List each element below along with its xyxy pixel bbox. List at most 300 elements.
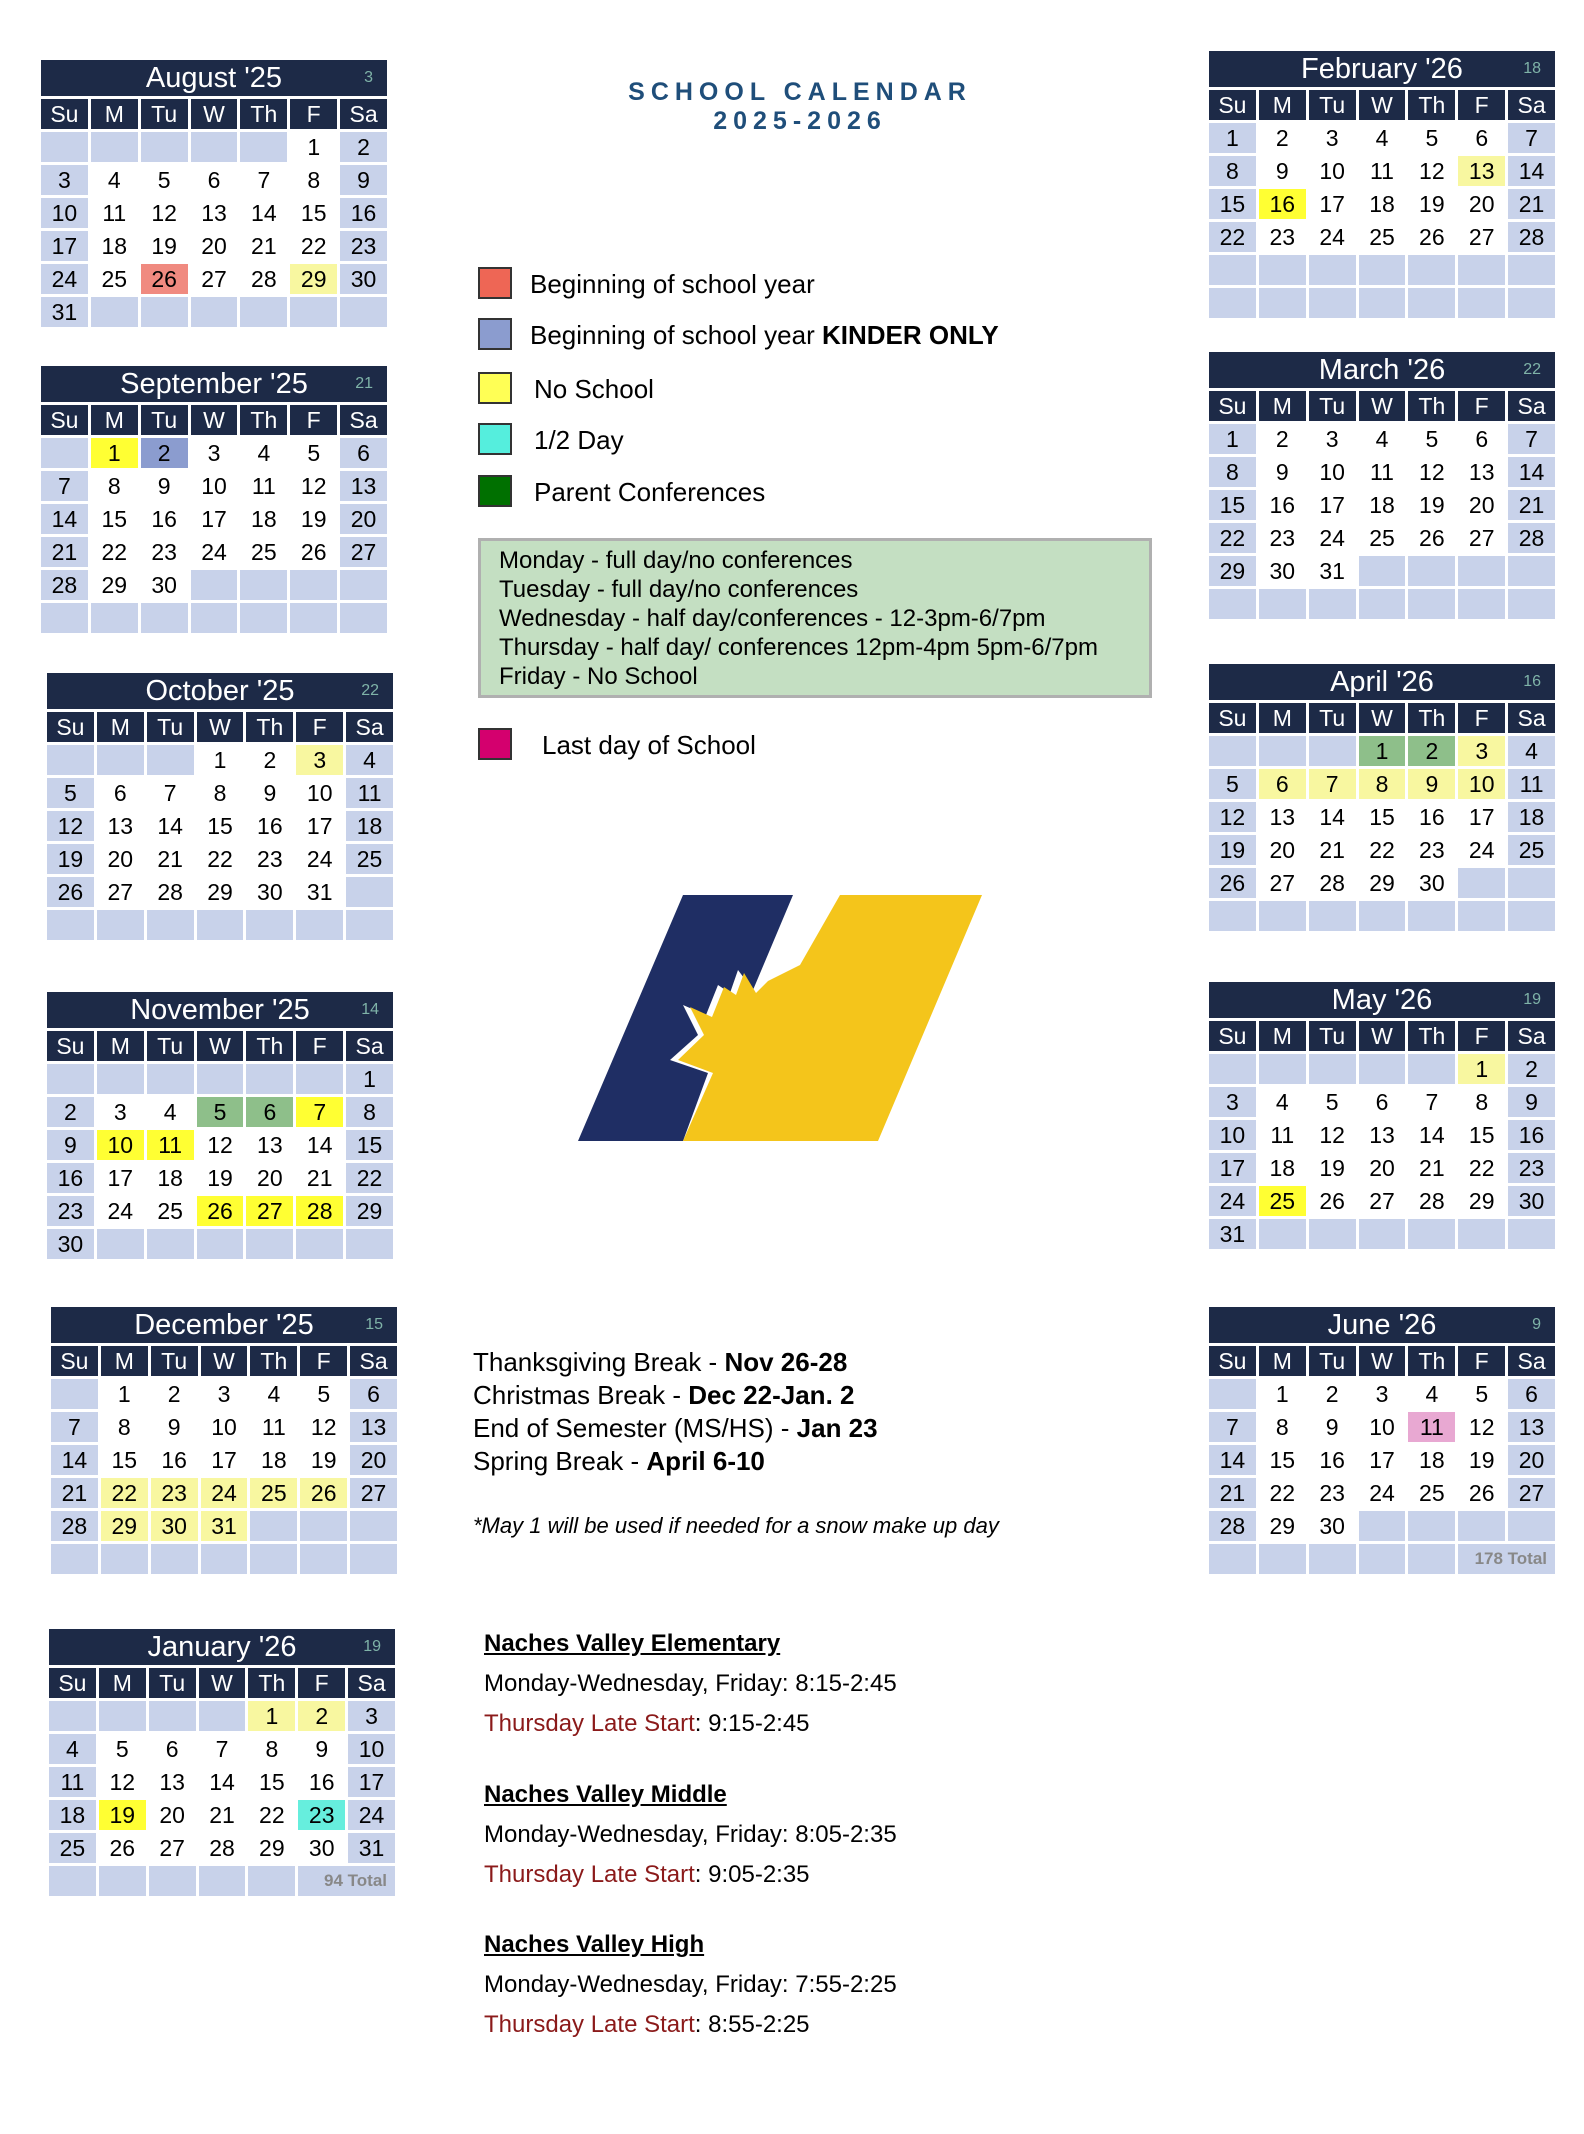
weekday-header: Th [250,1346,297,1376]
weekday-header: M [101,1346,148,1376]
weekday-header: Th [1408,1346,1455,1376]
weekday-header: Tu [141,405,188,435]
day-cell: 11 [1359,156,1406,186]
day-cell: 2 [298,1701,345,1731]
empty-cell [1259,901,1306,931]
day-cell: 2 [141,438,188,468]
month-header [1209,51,1555,87]
weekday-header: W [1359,90,1406,120]
month-calendar-october-2025 [47,673,393,940]
month-calendar-august-2025 [41,60,387,327]
day-cell: 17 [1209,1153,1256,1183]
day-cell: 18 [49,1800,96,1830]
day-cell: 10 [348,1734,395,1764]
day-cell: 20 [191,231,238,261]
day-cell: 15 [101,1445,148,1475]
day-cell: 6 [97,778,144,808]
empty-cell [147,910,194,940]
day-cell: 6 [1508,1379,1555,1409]
empty-cell [1408,1054,1455,1084]
day-cell: 4 [147,1097,194,1127]
day-cell: 30 [151,1511,198,1541]
weekday-header: Su [1209,703,1256,733]
month-school-day-count: 18 [1523,60,1541,77]
empty-cell [97,1229,144,1259]
empty-cell [290,570,337,600]
school-hours-high [484,1925,897,2045]
weekday-header: Sa [1508,703,1555,733]
day-cell: 5 [1408,424,1455,454]
day-cell: 28 [199,1833,246,1863]
day-cell: 5 [99,1734,146,1764]
day-cell: 5 [1209,769,1256,799]
day-cell: 14 [1508,457,1555,487]
weekday-header: Sa [340,405,387,435]
day-cell: 11 [346,778,393,808]
empty-cell [296,1064,343,1094]
day-cell: 6 [340,438,387,468]
month-grid [51,1346,397,1574]
day-cell: 21 [1309,835,1356,865]
weekday-header: Tu [151,1346,198,1376]
day-cell: 21 [1408,1153,1455,1183]
day-cell: 19 [141,231,188,261]
empty-cell [47,745,94,775]
day-cell: 29 [1209,556,1256,586]
month-calendar-january-2026 [49,1629,395,1896]
day-cell: 29 [290,264,337,294]
day-cell: 17 [1359,1445,1406,1475]
break-item: Spring Break - April 6-10 [473,1446,765,1476]
day-cell: 26 [1209,868,1256,898]
day-cell: 16 [151,1445,198,1475]
conference-note: Tuesday - full day/no conferences [499,576,859,603]
day-cell: 11 [250,1412,297,1442]
day-cell: 11 [91,198,138,228]
day-cell: 23 [141,537,188,567]
empty-cell [191,132,238,162]
school-hours-elementary [484,1624,897,1744]
day-cell: 18 [1508,802,1555,832]
day-cell: 14 [1508,156,1555,186]
month-calendar-december-2025 [51,1307,397,1574]
day-cell: 20 [350,1445,397,1475]
day-cell: 31 [1309,556,1356,586]
day-cell: 29 [197,877,244,907]
day-cell: 27 [1359,1186,1406,1216]
weekday-header: W [1359,391,1406,421]
empty-cell [1458,288,1505,318]
day-cell: 10 [1209,1120,1256,1150]
empty-cell [99,1866,146,1896]
empty-cell [201,1544,248,1574]
day-cell: 26 [1408,523,1455,553]
legend-swatch [478,318,512,350]
empty-cell [1508,901,1555,931]
empty-cell [246,1064,293,1094]
day-cell: 7 [1209,1412,1256,1442]
weekday-header: M [1259,1346,1306,1376]
day-cell: 25 [91,264,138,294]
day-cell: 25 [1408,1478,1455,1508]
day-cell: 28 [1408,1186,1455,1216]
weekday-header: F [1458,703,1505,733]
month-grid [41,405,387,633]
day-cell: 31 [348,1833,395,1863]
day-cell: 18 [1359,490,1406,520]
day-cell: 13 [1508,1412,1555,1442]
empty-cell [1359,901,1406,931]
day-cell: 30 [47,1229,94,1259]
day-cell: 10 [191,471,238,501]
weekday-header: Sa [350,1346,397,1376]
weekday-header: Su [47,1031,94,1061]
day-cell: 30 [1408,868,1455,898]
day-cell: 10 [41,198,88,228]
day-cell: 16 [340,198,387,228]
empty-cell [141,132,188,162]
month-grid [1209,1346,1555,1574]
day-cell: 24 [1209,1186,1256,1216]
month-header [1209,352,1555,388]
day-cell: 22 [346,1163,393,1193]
empty-cell [1309,589,1356,619]
day-cell: 11 [147,1130,194,1160]
day-cell: 9 [141,471,188,501]
title-line-2: 2025-2026 [713,107,887,135]
weekday-header: Th [1408,391,1455,421]
empty-cell [199,1866,246,1896]
day-cell: 8 [1259,1412,1306,1442]
day-cell: 17 [1458,802,1505,832]
day-cell: 6 [1458,424,1505,454]
empty-cell [99,1701,146,1731]
legend-label: Beginning of school year KINDER ONLY [530,320,999,350]
total-days-label: 94 Total [298,1866,395,1896]
conference-notes-box [478,538,1152,698]
day-cell: 30 [340,264,387,294]
empty-cell [1508,556,1555,586]
day-cell: 23 [1408,835,1455,865]
day-cell: 15 [197,811,244,841]
school-late-start: Thursday Late Start: 9:05-2:35 [484,1861,810,1888]
day-cell: 28 [1309,868,1356,898]
day-cell: 17 [41,231,88,261]
day-cell: 27 [1458,523,1505,553]
day-cell: 30 [1508,1186,1555,1216]
day-cell: 25 [240,537,287,567]
empty-cell [1209,589,1256,619]
weekday-header: M [1259,391,1306,421]
weekday-header: Tu [1309,1346,1356,1376]
day-cell: 25 [250,1478,297,1508]
empty-cell [91,297,138,327]
day-cell: 15 [91,504,138,534]
day-cell: 28 [147,877,194,907]
empty-cell [41,603,88,633]
day-cell: 16 [246,811,293,841]
month-school-day-count: 15 [365,1316,383,1333]
weekday-header: F [296,1031,343,1061]
total-days-label: 178 Total [1458,1544,1555,1574]
day-cell: 29 [248,1833,295,1863]
day-cell: 19 [1408,189,1455,219]
day-cell: 9 [246,778,293,808]
day-cell: 16 [141,504,188,534]
month-school-day-count: 9 [1532,1316,1541,1333]
day-cell: 4 [1508,736,1555,766]
day-cell: 27 [149,1833,196,1863]
day-cell: 24 [1309,222,1356,252]
weekday-header: M [1259,1021,1306,1051]
day-cell: 13 [350,1412,397,1442]
day-cell: 1 [1209,424,1256,454]
weekday-header: Sa [340,99,387,129]
empty-cell [191,570,238,600]
weekday-header: W [197,1031,244,1061]
empty-cell [1458,589,1505,619]
day-cell: 12 [300,1412,347,1442]
legend-label: Beginning of school year [530,269,815,299]
breaks-list [473,1346,878,1478]
empty-cell [340,603,387,633]
day-cell: 20 [149,1800,196,1830]
day-cell: 11 [1408,1412,1455,1442]
day-cell: 13 [246,1130,293,1160]
day-cell: 16 [1508,1120,1555,1150]
day-cell: 14 [51,1445,98,1475]
weekday-header: Su [1209,1021,1256,1051]
day-cell: 29 [1458,1186,1505,1216]
day-cell: 4 [240,438,287,468]
weekday-header: W [191,405,238,435]
day-cell: 25 [147,1196,194,1226]
weekday-header: Th [1408,90,1455,120]
day-cell: 14 [296,1130,343,1160]
day-cell: 19 [1309,1153,1356,1183]
day-cell: 1 [346,1064,393,1094]
day-cell: 6 [246,1097,293,1127]
empty-cell [197,1229,244,1259]
school-name: Naches Valley Elementary [484,1630,781,1657]
day-cell: 23 [298,1800,345,1830]
day-cell: 13 [1359,1120,1406,1150]
weekday-header: M [97,712,144,742]
day-cell: 17 [1309,490,1356,520]
empty-cell [1458,868,1505,898]
day-cell: 19 [1209,835,1256,865]
empty-cell [1259,736,1306,766]
day-cell: 15 [248,1767,295,1797]
break-item: End of Semester (MS/HS) - Jan 23 [473,1413,878,1443]
day-cell: 16 [1309,1445,1356,1475]
day-cell: 18 [147,1163,194,1193]
day-cell: 22 [1209,523,1256,553]
conference-note: Thursday - half day/ conferences 12pm-4pm 5pm-6/7pm [499,634,1098,661]
day-cell: 12 [290,471,337,501]
legend-label: Parent Conferences [534,477,766,507]
day-cell: 8 [346,1097,393,1127]
day-cell: 7 [1508,123,1555,153]
day-cell: 22 [101,1478,148,1508]
day-cell: 4 [49,1734,96,1764]
month-name: March '26 [1318,354,1446,386]
empty-cell [1508,868,1555,898]
day-cell: 22 [1209,222,1256,252]
day-cell: 25 [1259,1186,1306,1216]
empty-cell [1309,736,1356,766]
day-cell: 24 [1359,1478,1406,1508]
empty-cell [240,297,287,327]
month-name: December '25 [134,1309,314,1341]
weekday-header: M [99,1668,146,1698]
day-cell: 22 [290,231,337,261]
day-cell: 27 [1458,222,1505,252]
day-cell: 3 [41,165,88,195]
day-cell: 6 [1458,123,1505,153]
day-cell: 7 [240,165,287,195]
day-cell: 14 [1209,1445,1256,1475]
empty-cell [240,570,287,600]
empty-cell [1359,1544,1406,1574]
day-cell: 4 [1408,1379,1455,1409]
weekday-header: F [1458,1021,1505,1051]
day-cell: 4 [1359,424,1406,454]
day-cell: 20 [340,504,387,534]
day-cell: 19 [290,504,337,534]
weekday-header: Th [246,712,293,742]
day-cell: 9 [1508,1087,1555,1117]
month-header [1209,982,1555,1018]
month-school-day-count: 22 [361,682,379,699]
month-name: April '26 [1330,666,1434,698]
day-cell: 17 [191,504,238,534]
day-cell: 9 [1259,457,1306,487]
weekday-header: Sa [346,1031,393,1061]
weekday-header: Th [246,1031,293,1061]
weekday-header: M [1259,703,1306,733]
month-header [47,673,393,709]
month-header [1209,664,1555,700]
day-cell: 7 [51,1412,98,1442]
weekday-header: Tu [1309,90,1356,120]
day-cell: 13 [1458,457,1505,487]
day-cell: 25 [1359,523,1406,553]
day-cell: 18 [250,1445,297,1475]
empty-cell [147,1229,194,1259]
weekday-header: F [300,1346,347,1376]
day-cell: 31 [1209,1219,1256,1249]
day-cell: 10 [296,778,343,808]
day-cell: 24 [1458,835,1505,865]
weekday-header: F [1458,1346,1505,1376]
empty-cell [51,1379,98,1409]
weekday-header: Su [49,1668,96,1698]
empty-cell [1309,255,1356,285]
day-cell: 25 [346,844,393,874]
day-cell: 22 [1458,1153,1505,1183]
day-cell: 10 [1458,769,1505,799]
empty-cell [51,1544,98,1574]
month-header [1209,1307,1555,1343]
day-cell: 18 [1359,189,1406,219]
day-cell: 8 [1209,457,1256,487]
day-cell: 25 [1508,835,1555,865]
empty-cell [350,1544,397,1574]
day-cell: 1 [1259,1379,1306,1409]
school-late-start: Thursday Late Start: 9:15-2:45 [484,1710,810,1737]
empty-cell [1508,1219,1555,1249]
conference-note: Friday - No School [499,663,698,690]
empty-cell [240,132,287,162]
day-cell: 8 [91,471,138,501]
day-cell: 17 [1309,189,1356,219]
day-cell: 27 [191,264,238,294]
school-hours-middle [484,1775,897,1895]
day-cell: 6 [149,1734,196,1764]
month-header [47,992,393,1028]
day-cell: 22 [248,1800,295,1830]
empty-cell [149,1866,196,1896]
day-cell: 2 [1408,736,1455,766]
weekday-header: Tu [147,712,194,742]
day-cell: 29 [101,1511,148,1541]
day-cell: 27 [1259,868,1306,898]
empty-cell [340,570,387,600]
month-name: October '25 [145,675,295,707]
day-cell: 1 [1359,736,1406,766]
empty-cell [147,1064,194,1094]
weekday-header: F [1458,90,1505,120]
school-regular-hours: Monday-Wednesday, Friday: 7:55-2:25 [484,1971,897,1998]
empty-cell [1209,1379,1256,1409]
day-cell: 3 [1309,424,1356,454]
day-cell: 10 [201,1412,248,1442]
weekday-header: Sa [348,1668,395,1698]
day-cell: 31 [41,297,88,327]
empty-cell [191,297,238,327]
day-cell: 4 [1259,1087,1306,1117]
day-cell: 27 [340,537,387,567]
day-cell: 20 [97,844,144,874]
school-regular-hours: Monday-Wednesday, Friday: 8:15-2:45 [484,1670,897,1697]
month-school-day-count: 16 [1523,673,1541,690]
month-name: August '25 [145,62,283,94]
empty-cell [141,297,188,327]
day-cell: 19 [300,1445,347,1475]
day-cell: 24 [97,1196,144,1226]
weekday-header: Su [47,712,94,742]
legend-swatch-last-day [478,728,512,760]
empty-cell [1508,1511,1555,1541]
day-cell: 20 [1259,835,1306,865]
day-cell: 12 [1408,156,1455,186]
legend-label: No School [534,374,654,404]
month-header [41,60,387,96]
day-cell: 16 [1259,189,1306,219]
empty-cell [1259,1544,1306,1574]
day-cell: 18 [1408,1445,1455,1475]
empty-cell [250,1544,297,1574]
day-cell: 3 [296,745,343,775]
day-cell: 2 [340,132,387,162]
day-cell: 2 [1309,1379,1356,1409]
weekday-header: Tu [147,1031,194,1061]
day-cell: 17 [296,811,343,841]
day-cell: 13 [1259,802,1306,832]
day-cell: 24 [1309,523,1356,553]
empty-cell [1408,1544,1455,1574]
